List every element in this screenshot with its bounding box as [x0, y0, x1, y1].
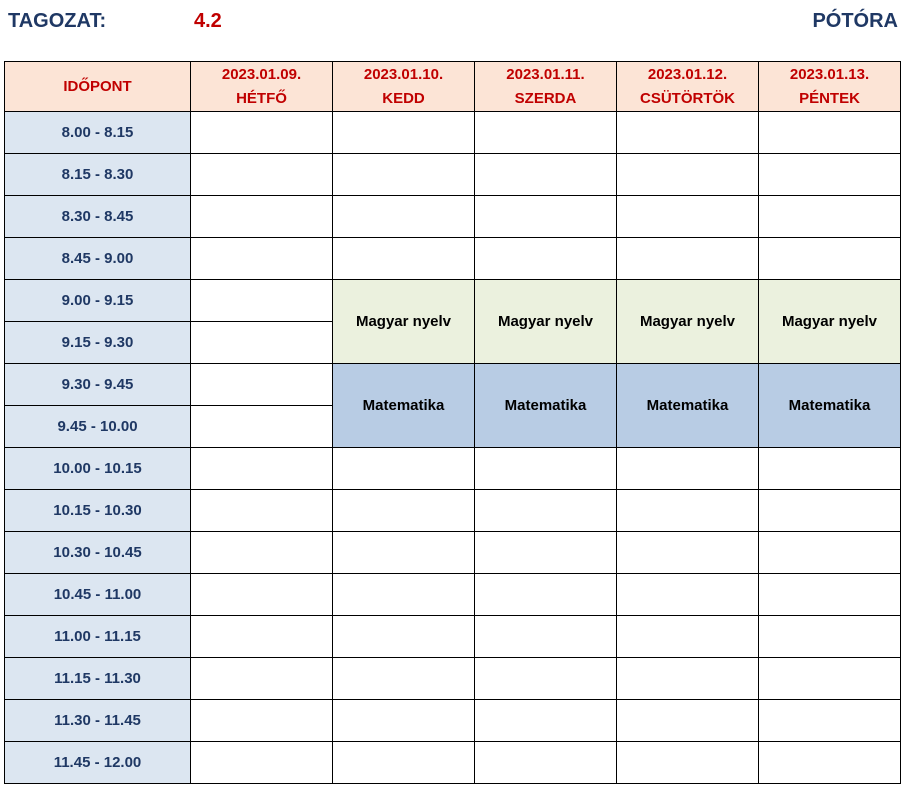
- empty-cell: [191, 406, 333, 448]
- table-row: [5, 238, 901, 280]
- day-date: 2023.01.10.: [363, 65, 444, 83]
- empty-cell: [191, 322, 333, 364]
- empty-cell: [333, 700, 475, 742]
- tagozat-label: TAGOZAT:: [8, 10, 107, 32]
- empty-cell: [617, 490, 759, 532]
- empty-cell: [333, 574, 475, 616]
- empty-cell: [759, 196, 901, 238]
- day-header-friday: [759, 62, 901, 112]
- empty-cell: [617, 700, 759, 742]
- empty-cell: [191, 154, 333, 196]
- day-name: HÉTFŐ: [236, 89, 287, 107]
- time-slot: 9.15 - 9.30: [5, 322, 191, 364]
- empty-cell: [333, 532, 475, 574]
- empty-cell: [333, 196, 475, 238]
- lesson-matematika: Matematika: [617, 364, 759, 448]
- time-slot: 8.30 - 8.45: [5, 196, 191, 238]
- empty-cell: [759, 490, 901, 532]
- empty-cell: [475, 238, 617, 280]
- time-slot: 9.00 - 9.15: [5, 280, 191, 322]
- day-header-wednesday: [475, 62, 617, 112]
- empty-cell: [759, 742, 901, 784]
- empty-cell: [759, 448, 901, 490]
- empty-cell: [333, 658, 475, 700]
- empty-cell: [333, 742, 475, 784]
- day-date: 2023.01.11.: [506, 65, 585, 83]
- day-header-tuesday: [333, 62, 475, 112]
- empty-cell: [617, 574, 759, 616]
- empty-cell: [191, 532, 333, 574]
- empty-cell: [333, 154, 475, 196]
- time-slot: 11.45 - 12.00: [5, 742, 191, 784]
- empty-cell: [617, 112, 759, 154]
- time-slot: 8.45 - 9.00: [5, 238, 191, 280]
- table-row: [5, 364, 901, 406]
- empty-cell: [191, 196, 333, 238]
- day-date: 2023.01.13.: [789, 65, 870, 83]
- empty-cell: [617, 658, 759, 700]
- table-row: [5, 658, 901, 700]
- time-slot: 8.15 - 8.30: [5, 154, 191, 196]
- empty-cell: [333, 238, 475, 280]
- empty-cell: [475, 154, 617, 196]
- empty-cell: [191, 280, 333, 322]
- empty-cell: [191, 658, 333, 700]
- table-row: [5, 532, 901, 574]
- lesson-magyar-nyelv: Magyar nyelv: [475, 280, 617, 364]
- empty-cell: [191, 112, 333, 154]
- empty-cell: [617, 616, 759, 658]
- empty-cell: [759, 658, 901, 700]
- time-slot: 10.30 - 10.45: [5, 532, 191, 574]
- day-date: 2023.01.12.: [647, 65, 728, 83]
- empty-cell: [475, 448, 617, 490]
- table-row: [5, 742, 901, 784]
- empty-cell: [617, 238, 759, 280]
- empty-cell: [475, 196, 617, 238]
- empty-cell: [191, 742, 333, 784]
- time-slot: 8.00 - 8.15: [5, 112, 191, 154]
- day-header-thursday: [617, 62, 759, 112]
- table-row: [5, 616, 901, 658]
- empty-cell: [617, 532, 759, 574]
- header-row: [5, 62, 901, 112]
- time-slot: 10.15 - 10.30: [5, 490, 191, 532]
- empty-cell: [333, 616, 475, 658]
- lesson-matematika: Matematika: [333, 364, 475, 448]
- day-header-monday: [191, 62, 333, 112]
- empty-cell: [759, 154, 901, 196]
- day-name: KEDD: [382, 89, 425, 107]
- empty-cell: [191, 364, 333, 406]
- time-slot: 10.00 - 10.15: [5, 448, 191, 490]
- empty-cell: [617, 742, 759, 784]
- table-row: [5, 112, 901, 154]
- day-name: CSÜTÖRTÖK: [640, 89, 735, 107]
- day-name: SZERDA: [514, 89, 577, 107]
- table-row: [5, 280, 901, 322]
- time-slot: 9.45 - 10.00: [5, 406, 191, 448]
- empty-cell: [759, 700, 901, 742]
- empty-cell: [333, 448, 475, 490]
- empty-cell: [617, 154, 759, 196]
- lesson-magyar-nyelv: Magyar nyelv: [333, 280, 475, 364]
- empty-cell: [475, 112, 617, 154]
- empty-cell: [475, 532, 617, 574]
- tagozat-value: 4.2: [194, 10, 222, 32]
- empty-cell: [475, 490, 617, 532]
- lesson-magyar-nyelv: Magyar nyelv: [617, 280, 759, 364]
- empty-cell: [759, 574, 901, 616]
- day-name: PÉNTEK: [799, 89, 860, 107]
- empty-cell: [191, 490, 333, 532]
- empty-cell: [759, 532, 901, 574]
- empty-cell: [191, 448, 333, 490]
- empty-cell: [759, 616, 901, 658]
- time-slot: 9.30 - 9.45: [5, 364, 191, 406]
- empty-cell: [475, 574, 617, 616]
- time-slot: 11.00 - 11.15: [5, 616, 191, 658]
- empty-cell: [759, 112, 901, 154]
- empty-cell: [475, 658, 617, 700]
- time-slot: 11.15 - 11.30: [5, 658, 191, 700]
- table-row: [5, 196, 901, 238]
- table-row: [5, 448, 901, 490]
- table-row: [5, 154, 901, 196]
- lesson-matematika: Matematika: [759, 364, 901, 448]
- table-row: [5, 574, 901, 616]
- empty-cell: [617, 196, 759, 238]
- empty-cell: [191, 700, 333, 742]
- empty-cell: [475, 700, 617, 742]
- empty-cell: [333, 112, 475, 154]
- empty-cell: [191, 238, 333, 280]
- time-column-header: IDŐPONT: [5, 62, 191, 112]
- day-date: 2023.01.09.: [221, 65, 302, 83]
- potora-title: PÓTÓRA: [812, 10, 898, 32]
- empty-cell: [759, 238, 901, 280]
- lesson-matematika: Matematika: [475, 364, 617, 448]
- time-slot: 11.30 - 11.45: [5, 700, 191, 742]
- empty-cell: [475, 616, 617, 658]
- lesson-magyar-nyelv: Magyar nyelv: [759, 280, 901, 364]
- empty-cell: [617, 448, 759, 490]
- empty-cell: [191, 574, 333, 616]
- empty-cell: [475, 742, 617, 784]
- table-row: [5, 490, 901, 532]
- empty-cell: [333, 490, 475, 532]
- time-slot: 10.45 - 11.00: [5, 574, 191, 616]
- table-row: [5, 700, 901, 742]
- empty-cell: [191, 616, 333, 658]
- schedule-table: [4, 61, 901, 784]
